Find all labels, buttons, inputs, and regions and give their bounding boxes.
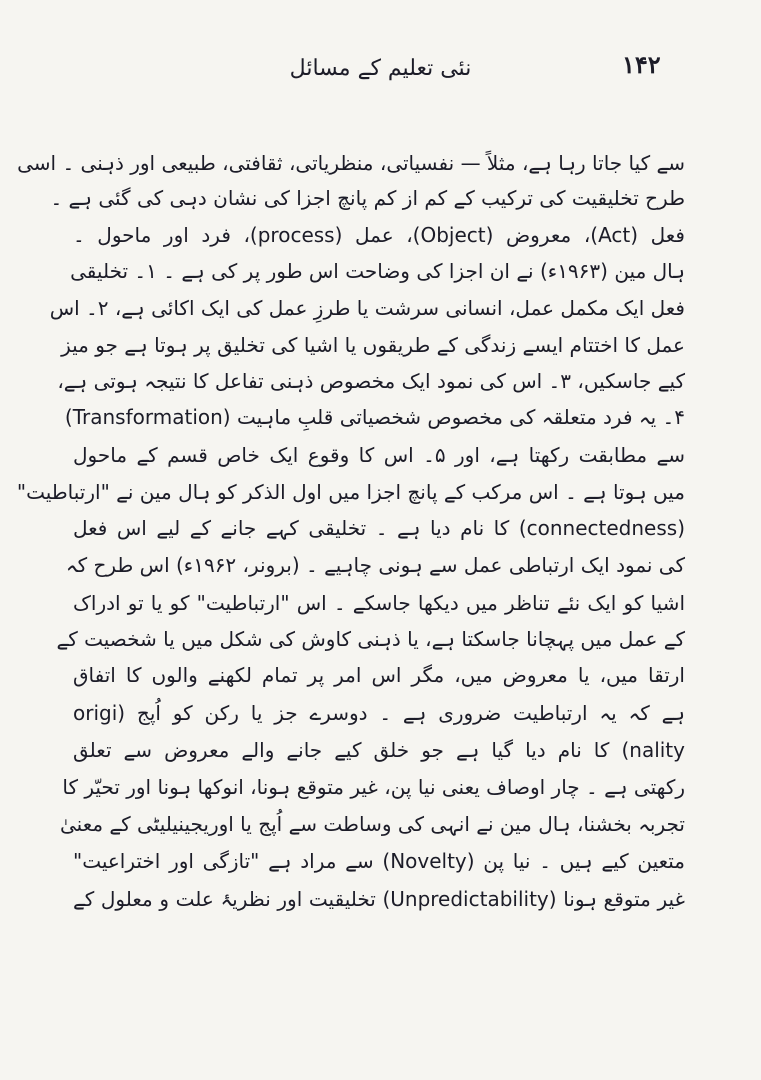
text-line: ۴۔ یہ فرد متعلقہ کی مخصوص شخصیاتی قلبِ ماہیت (Transformation): [64, 405, 685, 429]
text-line: کے عمل میں پہچانا جاسکتا ہے، یا ذہنی کاوش کی شکل میں یا شخصیت کے: [56, 627, 685, 651]
text-line: سے مطابقت رکھتا ہے، اور ۵۔ اس کا وقوع ایک خاص قسم کے ماحول: [73, 443, 686, 467]
text-line: کی نمود ایک ارتباطی عمل سے ہونی چاہیے ۔ (برونر، ۱۹۶۲ء) اس طرح کہ: [65, 553, 685, 577]
text-line: متعین کیے ہیں ۔ نیا پن (Novelty) سے مراد ہے "تازگی اور اختراعیت": [73, 849, 685, 873]
text-line: سے کیا جاتا رہا ہے، مثلاً — نفسیاتی، منظریاتی، ثقافتی، طبیعی اور ذہنی ۔ اسی: [17, 151, 685, 175]
text-line: فعل (Act)، معروض (Object)، عمل (process)، فرد اور ماحول ۔: [73, 223, 685, 247]
text-line: ہے کہ یہ ارتباطیت ضروری ہے ۔ دوسرے جز یا رکن کو اُپج (origi: [73, 701, 685, 725]
text-line: ارتقا میں، یا معروض میں، مگر اس امر پر تمام لکھنے والوں کا اتفاق: [73, 663, 685, 687]
text-line: غیر متوقع ہونا (Unpredictability) تخلیقیت اور نظریۂ علت و معلول کے: [73, 887, 685, 911]
text-line: فعل ایک مکمل عمل، انسانی سرشت یا طرزِ عمل کی ایک اکائی ہے، ۲۔ اس: [49, 296, 685, 320]
text-line: عمل کا اختتام ایسے زندگی کے طریقوں یا اشیا کی تخلیق پر ہوتا ہے جو میز: [61, 333, 685, 357]
text-line: (connectedness) کا نام دیا ہے ۔ تخلیقی کہے جانے کے لیے اس فعل: [73, 516, 685, 540]
text-line: nality) کا نام دیا گیا ہے جو خلق کیے جانے والے معروض سے تعلق: [73, 738, 685, 762]
text-line: تجربہ بخشنا، ہال مین نے انہی کی وساطت سے اُپج یا اوریجینیلیٹی کے معنیٰ: [59, 812, 685, 836]
page-number: ۱۴۲: [622, 50, 661, 79]
text-line: طرح تخلیقیت کی ترکیب کے کم از کم پانچ اجزا کی نشان دہی کی گئی ہے ۔: [50, 186, 685, 210]
text-line: رکھتی ہے ۔ چار اوصاف یعنی نیا پن، غیر متوقع ہونا، انوکھا ہونا اور تحیّر کا: [62, 775, 685, 799]
text-line: اشیا کو ایک نئے تناظر میں دیکھا جاسکے ۔ اس "ارتباطیت" کو یا تو ادراک: [73, 591, 685, 615]
text-line: ہال مین (۱۹۶۳ء) نے ان اجزا کی وضاحت اس طور پر کی ہے ۔ ۱۔ تخلیقی: [70, 259, 685, 283]
text-line: میں ہوتا ہے ۔ اس مرکب کے پانچ اجزا میں اول الذکر کو ہال مین نے "ارتباطیت": [16, 480, 685, 504]
running-title: نئی تعلیم کے مسائل: [289, 56, 472, 81]
text-line: کیے جاسکیں، ۳۔ اس کی نمود ایک مخصوص ذہنی تفاعل کا نتیجہ ہوتی ہے،: [57, 369, 685, 393]
